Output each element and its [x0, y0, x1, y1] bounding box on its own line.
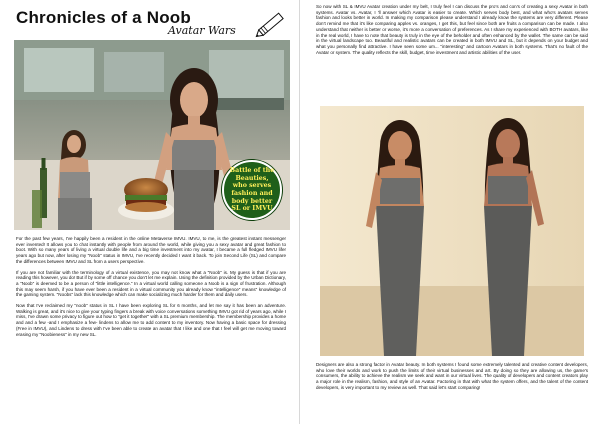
paragraph: So now with SL & IMVU Avatar creation under my belt, I truly feel I can discuss the pro's and con's of creating a sexy Avatar in both systems. Avatar vs. Avatar, I 'll answer which Avatar is easier to create. Which serves body best, and what who's avatars serves fashion and looks better in world. In making my comparison please understand I already know the systems are very different. Please don't remind me that it's like comparing apples vs. oranges, I get this, but feel since both are fruits a comparison can be made. I also understand that neither is better or worse, it's more a conversation of preferences. As I share my experienced with BOTH avatars, like in the real world, I have to note that beauty is truly in the eye of the beholder and often enhanced by the wallet. The same can be said in the virtual landscape too. Beautiful and realistic avatars can be created in both IMVU and SL, but it depends on your budget and what you personally find attractive. I have seen some um... "interesting" and cartoon Avatars in both systems. That's no fault of the Avatar or system. The quality reflects the skill, budget, time investment and artistic abilities of the user. — [316, 4, 588, 55]
page-title: Chronicles of a Noob — [16, 8, 191, 27]
page-subtitle: Avatar Wars — [168, 24, 236, 37]
avatar-pair-illustration — [320, 106, 584, 356]
header — [16, 6, 288, 42]
right-body-text-bottom — [316, 362, 588, 396]
right-page — [300, 0, 600, 424]
battle-badge: Battle of the Beauties, who serves fashion and body better SL or IMVU — [222, 160, 282, 220]
avatar-photo-right — [320, 106, 584, 356]
left-body-text — [16, 236, 286, 342]
pencil-icon — [252, 6, 292, 42]
paragraph: Designers are also a strong factor in Avatar beauty. In both systems I found some extremely talented and creative content developers, who love their worlds and work to push the limits of their virtual businesses and art. By doing so they are allowing us, the game's consumers, the ability to achieve the realism we seek and want in our virtual lives. The quality of developers and content creators play a major role in the realism, fashion, and style of an Avatar. Factoring in that with what the system offers, and the talent of the content developers, is very important to my review as well. That said let's start comparing! — [316, 362, 588, 390]
paragraph: For the past few years, I've happily been a resident in the online Metaverse IMVU. IMVU, to me, is the greatest instant messenger ever invented! It allows you to chat instantly with people from around the world, while giving you a sexy avatar and great fashion to boot. With so many years of living a virtual double life and a big time investment into my avatar, I became a full fledged IMVU lifer years ago but now, after losing my "Noob" status in IMVU, I've recently decided I want it back. To join Second Life (SL) and compare the differences between IMVU and SL from a users perspective. — [16, 236, 286, 264]
paragraph: Now that I've reclaimed my "noob" status in SL I have been exploring SL for 6 months, and let me say it has been an adventure. Walking is great, and it's nice to give your typing fingers a break with voice conversations something IMVU got rid of years ago, while I miss, I've drawn some privacy to figure out how to "get it together" with a SL premium membership. The membership provides a home and and a few -and I emphasize a few- lindens to allow me to add content to my inventory. Now having a basic space for dressing (Free in IMVU), and Lindens to dress with I've been able to create an avatar that I like and one that I feel will get me moving toward erasing my "Noobieness" in my new SL. — [16, 303, 286, 337]
paragraph: If you are not familiar with the terminology of a virtual existence, you may not know what a "Noob" is. My guess is that if you are reading this however, you do! But if by some off chance you don't let me explain. Using the definition provided by the Urban Dictionary, a "Noob" is deemed to be a person of "little intelligence." In a virtual world calling someone a Noob is a sign of frustration. Although this may seem harsh, if you have ever been a resident in a virtual community you already know "intelligence" means" knowledge of the gaming system. "Noobs" lack this knowledge which can make socializing much harder for them and daily users. — [16, 269, 286, 298]
right-body-text-top — [316, 4, 588, 60]
